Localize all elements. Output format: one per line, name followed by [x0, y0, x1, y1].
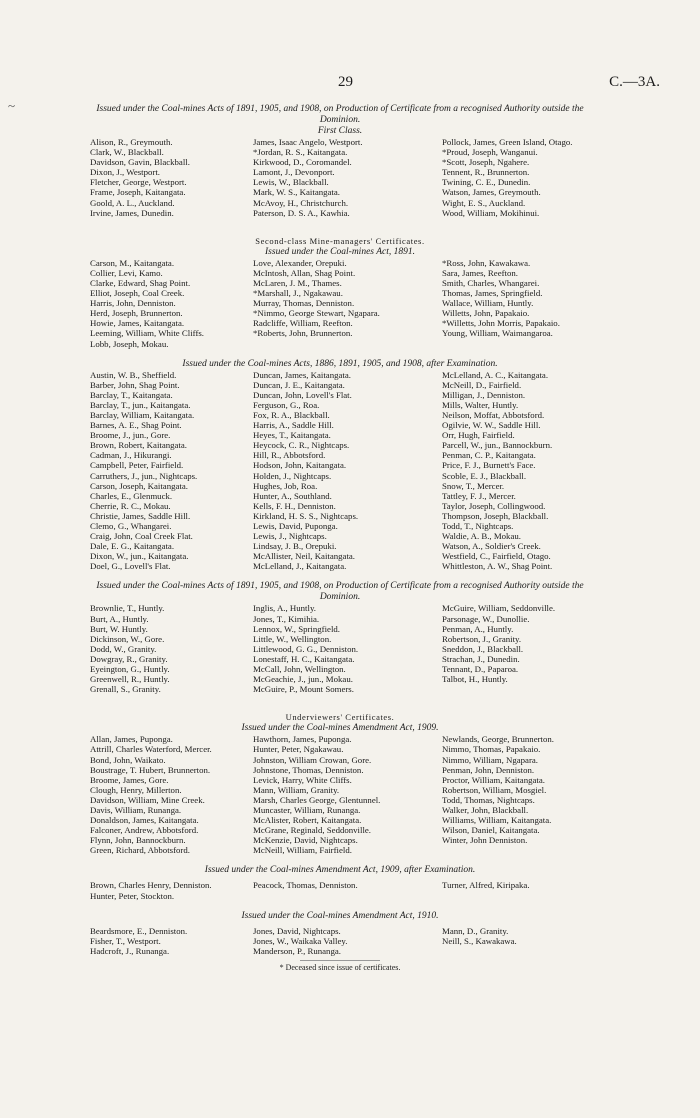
certificate-holder-entry: Muncaster, William, Runanga.: [253, 804, 361, 815]
certificate-holder-entry: Dixon, W., jun., Kaitangata.: [90, 551, 189, 562]
certificate-holder-entry: Clarke, Edward, Shag Point.: [90, 277, 191, 288]
certificate-holder-entry: Eyeington, G., Huntly.: [90, 664, 170, 675]
name-columns: [90, 258, 590, 349]
name-column: [90, 137, 253, 218]
certificate-holder-entry: Fisher, T., Westport.: [90, 935, 161, 946]
certificate-holder-entry: Robertson, J., Granity.: [442, 633, 522, 644]
section-heading: Issued under the Coal-mines Acts of 1891, 1905, and 1908, on Production of Certificate from a recognised Authority outside the Dominion.: [96, 581, 584, 603]
certificate-holder-entry: Duncan, J. E., Kaitangata.: [253, 379, 345, 390]
certificate-holder-entry: Turner, Alfred, Kiripaka.: [442, 880, 530, 891]
name-column: [253, 258, 442, 349]
certificate-holder-entry: Lamont, J., Devonport.: [253, 167, 335, 178]
certificate-holder-entry: Penman, A., Huntly.: [442, 623, 514, 634]
certificate-holder-entry: Murray, Thomas, Denniston.: [253, 298, 355, 309]
certificate-holder-entry: Tattley, F. J., Mercer.: [442, 490, 516, 501]
certificate-holder-entry: Harris, John, Denniston.: [90, 298, 176, 309]
certificate-holder-entry: Young, William, Waimangaroa.: [442, 328, 553, 339]
certificate-holder-entry: Hadcroft, J., Runanga.: [90, 945, 170, 956]
margin-mark: ~: [8, 98, 16, 113]
certificate-holder-entry: Sara, James, Reefton.: [442, 267, 518, 278]
certificate-holder-entry: Westfield, C., Fairfield, Otago.: [442, 551, 551, 562]
certificate-holder-entry: Fletcher, George, Westport.: [90, 177, 187, 188]
certificate-holder-entry: Davidson, William, Mine Creek.: [90, 794, 205, 805]
certificate-holder-entry: Leeming, William, White Cliffs.: [90, 328, 204, 339]
footnote-rule: [300, 960, 380, 961]
certificate-holder-entry: Watson, James, Greymouth.: [442, 187, 541, 198]
certificate-holder-entry: Elliot, Joseph, Coal Creek.: [90, 288, 185, 299]
certificate-holder-entry: Clark, W., Blackball.: [90, 147, 164, 158]
certificate-holder-entry: Burt, A., Huntly.: [90, 613, 149, 624]
certificate-holder-entry: McLelland, J., Kaitangata.: [253, 561, 347, 572]
certificate-holder-entry: Manderson, P., Runanga.: [253, 945, 341, 956]
certificate-holder-entry: Boustrage, T. Hubert, Brunnerton.: [90, 764, 211, 775]
certificate-holder-entry: *Jordan, R. S., Kaitangata.: [253, 147, 348, 158]
certificate-holder-entry: Peacock, Thomas, Denniston.: [253, 880, 358, 891]
certificate-holder-entry: Duncan, James, Kaitangata.: [253, 369, 351, 380]
certificate-holder-entry: Frame, Joseph, Kaitangata.: [90, 187, 186, 198]
certificate-holder-entry: *Ross, John, Kawakawa.: [442, 257, 531, 268]
certificate-holder-entry: Dowgray, R., Granity.: [90, 653, 168, 664]
certificate-holder-entry: Lewis, W., Blackball.: [253, 177, 329, 188]
certificate-holder-entry: Herd, Joseph, Brunnerton.: [90, 308, 183, 319]
certificate-holder-entry: Thompson, Joseph, Blackball.: [442, 510, 549, 521]
certificate-holder-entry: Radcliffe, William, Reefton.: [253, 318, 353, 329]
certificate-holder-entry: Fox, R. A., Blackball.: [253, 409, 330, 420]
certificate-holder-entry: Harris, A., Saddle Hill.: [253, 420, 334, 431]
certificate-holder-entry: Flynn, John, Bannockburn.: [90, 835, 186, 846]
certificate-holder-entry: Mann, William, Granity.: [253, 784, 340, 795]
certificate-holder-entry: Davis, William, Runanga.: [90, 804, 182, 815]
certificate-holder-entry: McLaren, J. M., Thames.: [253, 277, 342, 288]
page-number: 29: [338, 74, 353, 90]
certificate-holder-entry: Milligan, J., Denniston.: [442, 389, 526, 400]
certificate-holder-entry: Sneddon, J., Blackball.: [442, 643, 524, 654]
certificate-holder-entry: Newlands, George, Brunnerton.: [442, 734, 554, 745]
certificate-holder-entry: Todd, T., Nightcaps.: [442, 521, 514, 531]
certificate-holder-entry: Robertson, William, Mosgiel.: [442, 784, 547, 795]
certificate-holder-entry: Scoble, E. J., Blackball.: [442, 470, 527, 481]
certificate-holder-entry: Howie, James, Kaitangata.: [90, 318, 185, 329]
certificate-holder-entry: Pollock, James, Green Island, Otago.: [442, 137, 573, 147]
certificate-holder-entry: Clough, Henry, Millerton.: [90, 784, 182, 795]
certificate-holder-entry: Nimmo, Thomas, Papakaio.: [442, 744, 541, 755]
certificate-holder-entry: Davidson, Gavin, Blackball.: [90, 157, 190, 168]
certificate-holder-entry: McGrane, Reginald, Seddonville.: [253, 825, 371, 836]
certificate-holder-entry: Neill, S., Kawakawa.: [442, 935, 517, 946]
certificate-holder-entry: Strachan, J., Dunedin.: [442, 653, 520, 664]
certificate-holder-entry: *Nimmo, George Stewart, Ngapara.: [253, 308, 380, 319]
certificate-holder-entry: Allan, James, Puponga.: [90, 734, 173, 745]
certificate-holder-entry: Mann, D., Granity.: [442, 925, 509, 936]
certificate-holder-entry: Tennant, D., Paparoa.: [442, 664, 519, 675]
certificate-holder-entry: Collier, Levi, Kamo.: [90, 267, 163, 278]
certificate-holder-entry: Penman, C. P., Kaitangata.: [442, 450, 536, 461]
certificate-holder-entry: Grenall, S., Granity.: [90, 684, 161, 695]
section-title: Underviewers' Certificates.: [285, 712, 395, 723]
certificate-holder-entry: Jones, W., Waikaka Valley.: [253, 935, 348, 946]
certificate-holder-entry: Dale, E. G., Kaitangata.: [90, 541, 175, 552]
certificate-holder-entry: Jones, T., Kimihia.: [253, 613, 320, 624]
certificate-holder-entry: Tennent, R., Brunnerton.: [442, 167, 530, 178]
certificate-holder-entry: Willetts, John, Papakaio.: [442, 308, 530, 319]
name-column: [253, 926, 442, 956]
certificate-holder-entry: Levick, Harry, White Cliffs.: [253, 774, 352, 785]
certificate-holder-entry: Johnston, William Crowan, Gore.: [253, 754, 372, 765]
certificate-holder-entry: Kells, F. H., Denniston.: [253, 500, 336, 511]
certificate-holder-entry: Alison, R., Greymouth.: [90, 137, 173, 147]
certificate-holder-entry: Hawthorn, James, Puponga.: [253, 734, 352, 745]
certificate-holder-entry: Hughes, Job, Roa.: [253, 480, 318, 491]
page-header: [0, 74, 700, 94]
section-heading: Issued under the Coal-mines Acts, 1886, 1891, 1905, and 1908, after Examination.: [182, 358, 498, 369]
certificate-holder-entry: Lennox, W., Springfield.: [253, 623, 340, 634]
certificate-holder-entry: Johnstone, Thomas, Denniston.: [253, 764, 364, 775]
certificate-holder-entry: Carson, M., Kaitangata.: [90, 257, 175, 268]
certificate-holder-entry: McGeachie, J., jun., Mokau.: [253, 674, 353, 685]
section-heading: Issued under the Coal-mines Act, 1891.: [265, 246, 415, 257]
certificate-holder-entry: Lindsay, J. B., Orepuki.: [253, 541, 337, 552]
certificate-holder-entry: McAllister, Neil, Kaitangata.: [253, 551, 356, 562]
certificate-holder-entry: Marsh, Charles George, Glentunnel.: [253, 794, 381, 805]
certificate-holder-entry: Brownlie, T., Huntly.: [90, 603, 165, 614]
certificate-holder-entry: Goold, A. L., Auckland.: [90, 197, 175, 208]
certificate-holder-entry: Heyes, T., Kaitangata.: [253, 430, 331, 441]
certificate-holder-entry: Hunter, Peter, Ngakawau.: [253, 744, 344, 755]
name-column: [90, 603, 253, 694]
certificate-holder-entry: Clemo, G., Whangarei.: [90, 521, 172, 531]
certificate-holder-entry: Snow, T., Mercer.: [442, 480, 505, 491]
certificate-holder-entry: Mark, W. S., Kaitangata.: [253, 187, 340, 198]
document-reference: C.—3A.: [609, 74, 660, 90]
certificate-holder-entry: Penman, John, Denniston.: [442, 764, 535, 775]
certificate-holder-entry: Twining, C. E., Dunedin.: [442, 177, 531, 188]
name-column: [442, 880, 590, 900]
section-heading: Issued under the Coal-mines Amendment Act, 1909.: [241, 723, 439, 734]
certificate-holder-entry: Wood, William, Mokihinui.: [442, 207, 540, 218]
certificate-holder-entry: Taylor, Joseph, Collingwood.: [442, 500, 546, 511]
certificate-holder-entry: Beardsmore, E., Denniston.: [90, 925, 188, 936]
name-column: [253, 603, 442, 694]
certificate-holder-entry: *Scott, Joseph, Ngahere.: [442, 157, 530, 168]
certificate-holder-entry: *Marshall, J., Ngakawau.: [253, 288, 343, 299]
certificate-holder-entry: Kirkwood, D., Coromandel.: [253, 157, 352, 168]
name-column: [253, 880, 442, 900]
certificate-holder-entry: James, Isaac Angelo, Westport.: [253, 137, 363, 147]
certificate-holder-entry: Holden, J., Nightcaps.: [253, 470, 332, 481]
name-column: [90, 734, 253, 855]
certificate-holder-entry: Parcell, W., jun., Bannockburn.: [442, 440, 553, 451]
section-heading: Issued under the Coal-mines Amendment Act, 1909, after Examination.: [204, 865, 476, 876]
certificate-holder-entry: McGuire, P., Mount Somers.: [253, 684, 354, 695]
certificate-holder-entry: Craig, John, Coal Creek Flat.: [90, 531, 193, 542]
name-columns: [90, 603, 590, 694]
certificate-holder-entry: Broome, James, Gore.: [90, 774, 169, 785]
certificate-holder-entry: McNeill, William, Fairfield.: [253, 845, 352, 856]
certificate-holder-entry: Whittleston, A. W., Shag Point.: [442, 561, 553, 572]
certificate-holder-entry: McAlister, Robert, Kaitangata.: [253, 815, 362, 826]
certificate-holder-entry: McCall, John, Wellington.: [253, 664, 346, 675]
certificate-holder-entry: Lonestaff, H. C., Kaitangata.: [253, 653, 355, 664]
certificate-holder-entry: Paterson, D. S. A., Kawhia.: [253, 207, 350, 218]
certificate-holder-entry: Watson, A., Soldier's Creek.: [442, 541, 541, 552]
certificate-holder-entry: Wallace, William, Huntly.: [442, 298, 534, 309]
certificate-holder-entry: McKenzie, David, Nightcaps.: [253, 835, 358, 846]
name-columns: [90, 734, 590, 855]
certificate-holder-entry: Lewis, J., Nightcaps.: [253, 531, 327, 542]
page-content: [90, 104, 590, 972]
certificate-holder-entry: Hodson, John, Kaitangata.: [253, 460, 347, 471]
certificate-holder-entry: Smith, Charles, Whangarei.: [442, 277, 540, 288]
certificate-holder-entry: Broome, J., jun., Gore.: [90, 430, 171, 441]
section-subheading: First Class.: [317, 126, 363, 136]
name-column: [90, 258, 253, 349]
certificate-holder-entry: Barber, John, Shag Point.: [90, 379, 180, 390]
certificate-holder-entry: Parsonage, W., Dunollie.: [442, 613, 530, 624]
certificate-holder-entry: Orr, Hugh, Fairfield.: [442, 430, 515, 441]
certificate-holder-entry: Barnes, A. E., Shag Point.: [90, 420, 182, 431]
name-columns: [90, 880, 590, 900]
certificate-holder-entry: Attrill, Charles Waterford, Mercer.: [90, 744, 212, 755]
certificate-holder-entry: Brown, Charles Henry, Denniston.: [90, 880, 212, 891]
certificate-holder-entry: Love, Alexander, Orepuki.: [253, 257, 347, 268]
certificate-holder-entry: Kirkland, H. S. S., Nightcaps.: [253, 510, 359, 521]
certificate-holder-entry: Lewis, David, Puponga.: [253, 521, 338, 531]
certificate-holder-entry: Falconer, Andrew, Abbotsford.: [90, 825, 199, 836]
certificate-holder-entry: McNeill, D., Fairfield.: [442, 379, 522, 390]
certificate-holder-entry: McAvoy, H., Christchurch.: [253, 197, 349, 208]
certificate-holder-entry: McLelland, A. C., Kaitangata.: [442, 369, 549, 380]
certificate-holder-entry: Carruthers, J., jun., Nightcaps.: [90, 470, 198, 481]
certificate-holder-entry: Greenwell, R., Huntly.: [90, 674, 170, 685]
certificate-holder-entry: Hunter, Peter, Stockton.: [90, 890, 175, 901]
certificate-holder-entry: Duncan, John, Lovell's Flat.: [253, 389, 352, 400]
name-column: [253, 137, 442, 218]
certificate-holder-entry: Proctor, William, Kaitangata.: [442, 774, 545, 785]
footnote: * Deceased since issue of certificates.: [279, 962, 401, 972]
certificate-holder-entry: Ogilvie, W. W., Saddle Hill.: [442, 420, 541, 431]
section-title: Second-class Mine-managers' Certificates.: [255, 235, 425, 246]
certificate-holder-entry: Charles, E., Glenmuck.: [90, 490, 173, 501]
certificate-holder-entry: Winter, John Denniston.: [442, 835, 528, 846]
name-columns: [90, 137, 590, 218]
certificate-holder-entry: McIntosh, Allan, Shag Point.: [253, 267, 356, 278]
section-heading: Issued under the Coal-mines Amendment Act, 1910.: [241, 910, 439, 921]
certificate-holder-entry: Jones, David, Nightcaps.: [253, 925, 341, 936]
certificate-holder-entry: Christie, James, Saddle Hill.: [90, 510, 191, 521]
certificate-holder-entry: Doel, G., Lovell's Flat.: [90, 561, 171, 572]
certificate-holder-entry: Wight, E. S., Auckland.: [442, 197, 526, 208]
certificate-holder-entry: *Proud, Joseph, Wanganui.: [442, 147, 538, 158]
certificate-holder-entry: Hunter, A., Southland.: [253, 490, 332, 501]
certificate-holder-entry: Inglis, A., Huntly.: [253, 603, 316, 614]
name-column: [442, 926, 590, 956]
certificate-holder-entry: Brown, Robert, Kaitangata.: [90, 440, 187, 451]
name-column: [253, 370, 442, 572]
certificate-holder-entry: Cherrie, R. C., Mokau.: [90, 500, 171, 511]
certificate-holder-entry: Neilson, Moffat, Abbotsford.: [442, 409, 545, 420]
certificate-holder-entry: Carson, Joseph, Kaitangata.: [90, 480, 188, 491]
certificate-holder-entry: Mills, Walter, Huntly.: [442, 399, 519, 410]
certificate-holder-entry: Dixon, J., Westport.: [90, 167, 160, 178]
certificate-holder-entry: Lobb, Joseph, Mokau.: [90, 338, 169, 349]
name-column: [442, 603, 590, 694]
certificate-holder-entry: Bond, John, Waikato.: [90, 754, 166, 765]
certificate-holder-entry: Littlewood, G. G., Denniston.: [253, 643, 359, 654]
certificate-holder-entry: Little, W., Wellington.: [253, 633, 332, 644]
certificate-holder-entry: Talbot, H., Huntly.: [442, 674, 508, 685]
certificate-holder-entry: Williams, William, Kaitangata.: [442, 815, 552, 826]
certificate-holder-entry: *Willetts, John Morris, Papakaio.: [442, 318, 560, 329]
certificate-holder-entry: Thomas, James, Springfield.: [442, 288, 543, 299]
certificate-holder-entry: Donaldson, James, Kaitangata.: [90, 815, 199, 826]
certificate-holder-entry: Campbell, Peter, Fairfield.: [90, 460, 184, 471]
certificate-holder-entry: Dickinson, W., Gore.: [90, 633, 165, 644]
name-column: [442, 258, 590, 349]
name-column: [90, 926, 253, 956]
certificate-holder-entry: Green, Richard, Abbotsford.: [90, 845, 190, 856]
certificate-holder-entry: Cadman, J., Hikurangi.: [90, 450, 172, 461]
certificate-holder-entry: Price, F. J., Burnett's Face.: [442, 460, 536, 471]
name-column: [253, 734, 442, 855]
certificate-holder-entry: Todd, Thomas, Nightcaps.: [442, 794, 535, 805]
name-columns: [90, 370, 590, 572]
certificate-holder-entry: Dodd, W., Granity.: [90, 643, 157, 654]
certificate-holder-entry: Wilson, Daniel, Kaitangata.: [442, 825, 540, 836]
name-column: [442, 137, 590, 218]
name-column: [442, 370, 590, 572]
certificate-holder-entry: Barclay, T., jun., Kaitangata.: [90, 399, 191, 410]
certificate-holder-entry: Ferguson, G., Roa.: [253, 399, 320, 410]
certificate-holder-entry: *Roberts, John, Brunnerton.: [253, 328, 353, 339]
certificate-holder-entry: Waldie, A. B., Mokau.: [442, 531, 521, 542]
certificate-holder-entry: Walker, John, Blackball.: [442, 804, 529, 815]
name-column: [90, 880, 253, 900]
name-column: [90, 370, 253, 572]
certificate-holder-entry: Hill, R., Abbotsford.: [253, 450, 326, 461]
certificate-holder-entry: Nimmo, William, Ngapara.: [442, 754, 538, 765]
certificate-holder-entry: Burt, W. Huntly.: [90, 623, 148, 634]
certificate-holder-entry: Barclay, William, Kaitangata.: [90, 409, 195, 420]
certificate-holder-entry: Heycock, C. R., Nightcaps.: [253, 440, 350, 451]
name-columns: [90, 926, 590, 956]
certificate-holder-entry: Barclay, T., Kaitangata.: [90, 389, 173, 400]
section-heading: Issued under the Coal-mines Acts of 1891, 1905, and 1908, on Production of Certificate from a recognised Authority outside the Dominion.: [96, 104, 584, 125]
certificate-holder-entry: Irvine, James, Dunedin.: [90, 207, 174, 218]
certificate-holder-entry: McGuire, William, Seddonville.: [442, 603, 556, 614]
name-column: [442, 734, 590, 855]
certificate-holder-entry: Austin, W. B., Sheffield.: [90, 369, 177, 380]
